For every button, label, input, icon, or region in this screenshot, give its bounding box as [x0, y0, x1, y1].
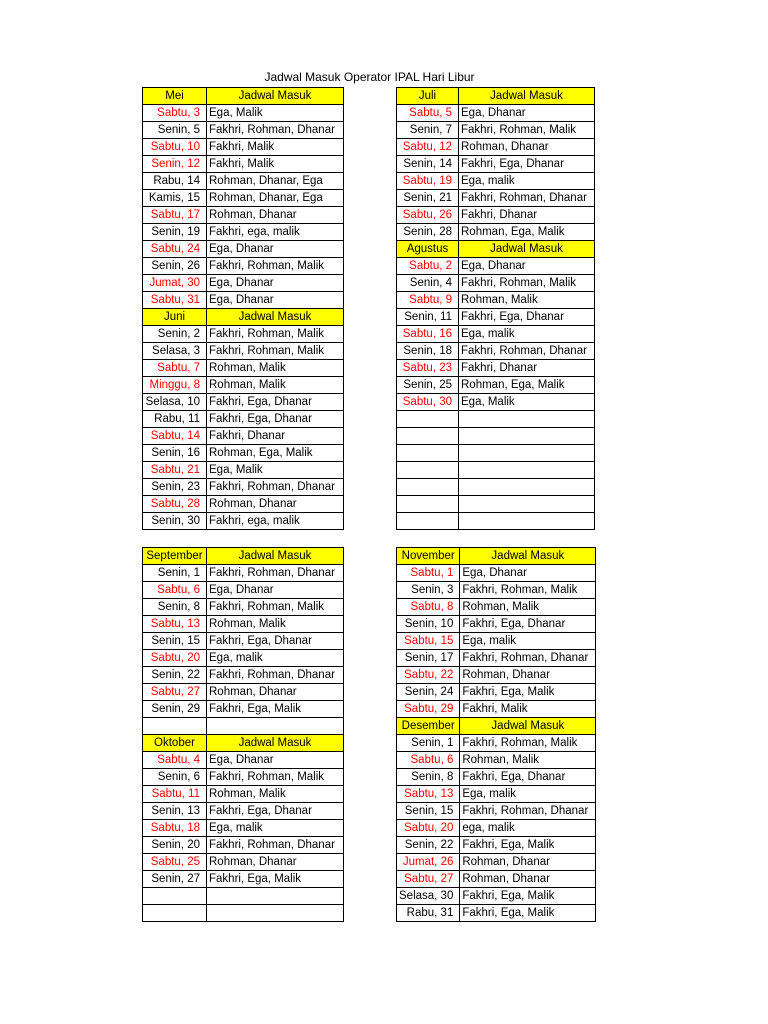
operators-cell [459, 479, 595, 496]
schedule-table-november-desember [396, 547, 596, 922]
table-row [143, 905, 344, 922]
operators-cell [207, 888, 344, 905]
operators-cell: Fakhri, Rohman, Malik [207, 343, 344, 360]
date-cell: Sabtu, 18 [143, 820, 207, 837]
operators-cell: Fakhri, Ega, Dhanar [460, 616, 596, 633]
table-row [143, 837, 344, 854]
table-row [143, 445, 344, 462]
date-cell: Sabtu, 25 [143, 854, 207, 871]
operators-cell: Ega, malik [207, 820, 344, 837]
operators-cell: Ega, malik [459, 326, 595, 343]
table-row [397, 599, 596, 616]
month-label: Oktober [143, 735, 207, 752]
table-row [397, 156, 595, 173]
operators-cell: Rohman, Dhanar, Ega [207, 173, 344, 190]
date-cell [397, 496, 459, 513]
operators-cell: Fakhri, Ega, Malik [460, 905, 596, 922]
table-row [397, 752, 596, 769]
table-row [143, 428, 344, 445]
date-cell: Senin, 3 [397, 582, 460, 599]
operators-cell: Ega, Dhanar [207, 292, 344, 309]
table-row [143, 616, 344, 633]
date-cell: Senin, 14 [397, 156, 459, 173]
table-row [397, 139, 595, 156]
date-cell: Sabtu, 28 [143, 496, 207, 513]
date-cell: Senin, 24 [397, 684, 460, 701]
operators-cell: Fakhri, Rohman, Malik [207, 599, 344, 616]
operators-cell: Fakhri, Rohman, Malik [207, 258, 344, 275]
date-cell: Senin, 26 [143, 258, 207, 275]
table-row [397, 394, 595, 411]
operators-cell: Rohman, Dhanar [460, 854, 596, 871]
table-row [397, 428, 595, 445]
date-cell: Senin, 10 [397, 616, 460, 633]
table-row [143, 207, 344, 224]
operators-cell: Fakhri, Rohman, Dhanar [207, 565, 344, 582]
date-cell: Senin, 11 [397, 309, 459, 326]
table-row [397, 650, 596, 667]
date-cell: Sabtu, 19 [397, 173, 459, 190]
table-row [143, 633, 344, 650]
operators-cell: Rohman, Ega, Malik [459, 224, 595, 241]
operators-cell: Ega, Dhanar [207, 582, 344, 599]
column-header-jadwal: Jadwal Masuk [207, 735, 344, 752]
column-header-jadwal: Jadwal Masuk [207, 309, 344, 326]
table-row [397, 582, 596, 599]
table-row [397, 616, 596, 633]
operators-cell: Rohman, Dhanar [207, 496, 344, 513]
date-cell: Sabtu, 26 [397, 207, 459, 224]
table-row [143, 377, 344, 394]
date-cell: Minggu, 8 [143, 377, 207, 394]
table-row [143, 718, 344, 735]
table-row [397, 684, 596, 701]
table-row [143, 292, 344, 309]
operators-cell: Ega, Dhanar [207, 241, 344, 258]
table-row [397, 854, 596, 871]
date-cell: Sabtu, 27 [397, 871, 460, 888]
table-row [143, 701, 344, 718]
operators-cell: Fakhri, ega, malik [207, 224, 344, 241]
table-row [143, 173, 344, 190]
table-row [397, 479, 595, 496]
operators-cell: Rohman, Dhanar [207, 684, 344, 701]
table-row [397, 905, 596, 922]
table-row [397, 411, 595, 428]
table-row [397, 633, 596, 650]
operators-cell: Ega, malik [459, 173, 595, 190]
table-row [397, 888, 596, 905]
table-row [143, 139, 344, 156]
date-cell: Jumat, 26 [397, 854, 460, 871]
operators-cell: Rohman, Malik [460, 752, 596, 769]
date-cell [397, 428, 459, 445]
table-row [143, 513, 344, 530]
operators-cell: Fakhri, Ega, Dhanar [459, 156, 595, 173]
date-cell: Senin, 2 [143, 326, 207, 343]
month-header-row [143, 88, 344, 105]
month-label: September [143, 548, 207, 565]
operators-cell [459, 496, 595, 513]
table-row [143, 343, 344, 360]
table-row [143, 769, 344, 786]
table-row [397, 326, 595, 343]
operators-cell: Fakhri, Rohman, Dhanar [460, 650, 596, 667]
operators-cell: Fakhri, Rohman, Malik [460, 735, 596, 752]
operators-cell [207, 905, 344, 922]
operators-cell: Fakhri, Malik [207, 139, 344, 156]
column-header-jadwal: Jadwal Masuk [460, 548, 596, 565]
operators-cell: Rohman, Malik [207, 360, 344, 377]
table-row [397, 820, 596, 837]
date-cell: Sabtu, 6 [397, 752, 460, 769]
operators-cell: Rohman, Malik [460, 599, 596, 616]
table-row [143, 326, 344, 343]
operators-cell: Fakhri, Ega, Malik [460, 837, 596, 854]
date-cell: Sabtu, 29 [397, 701, 460, 718]
date-cell [143, 888, 207, 905]
date-cell: Sabtu, 3 [143, 105, 207, 122]
date-cell: Sabtu, 5 [397, 105, 459, 122]
table-row [397, 173, 595, 190]
date-cell: Selasa, 10 [143, 394, 207, 411]
date-cell: Senin, 25 [397, 377, 459, 394]
column-header-jadwal: Jadwal Masuk [459, 241, 595, 258]
date-cell [397, 513, 459, 530]
operators-cell: Fakhri, Ega, Dhanar [459, 309, 595, 326]
operators-cell [459, 513, 595, 530]
table-row [397, 496, 595, 513]
table-row [397, 701, 596, 718]
date-cell: Sabtu, 11 [143, 786, 207, 803]
operators-cell: Fakhri, Rohman, Malik [459, 275, 595, 292]
date-cell: Sabtu, 2 [397, 258, 459, 275]
operators-cell: Rohman, Dhanar [460, 871, 596, 888]
date-cell: Sabtu, 10 [143, 139, 207, 156]
operators-cell: Fakhri, Rohman, Dhanar [207, 479, 344, 496]
date-cell: Senin, 20 [143, 837, 207, 854]
date-cell: Sabtu, 21 [143, 462, 207, 479]
date-cell: Senin, 7 [397, 122, 459, 139]
date-cell: Sabtu, 20 [397, 820, 460, 837]
operators-cell [459, 445, 595, 462]
date-cell: Senin, 27 [143, 871, 207, 888]
table-row [397, 360, 595, 377]
month-label: November [397, 548, 460, 565]
operators-cell: Fakhri, Dhanar [459, 360, 595, 377]
table-row [143, 462, 344, 479]
table-row [397, 565, 596, 582]
date-cell: Sabtu, 8 [397, 599, 460, 616]
table-row [397, 871, 596, 888]
schedule-table-juli-agustus [396, 87, 595, 530]
table-row [143, 888, 344, 905]
operators-cell: Rohman, Dhanar, Ega [207, 190, 344, 207]
schedule-table-september-oktober [142, 547, 344, 922]
date-cell: Sabtu, 13 [397, 786, 460, 803]
date-cell [397, 445, 459, 462]
operators-cell: Fakhri, Rohman, Malik [207, 326, 344, 343]
date-cell: Senin, 16 [143, 445, 207, 462]
date-cell: Senin, 1 [143, 565, 207, 582]
operators-cell: Fakhri, Ega, Dhanar [207, 394, 344, 411]
table-row [397, 377, 595, 394]
date-cell: Rabu, 31 [397, 905, 460, 922]
table-row [143, 496, 344, 513]
operators-cell: Fakhri, Rohman, Dhanar [207, 837, 344, 854]
operators-cell: ega, malik [460, 820, 596, 837]
operators-cell: Rohman, Ega, Malik [459, 377, 595, 394]
operators-cell: Rohman, Malik [207, 616, 344, 633]
column-header-jadwal: Jadwal Masuk [460, 718, 596, 735]
table-row [143, 190, 344, 207]
operators-cell: Fakhri, Ega, Dhanar [460, 769, 596, 786]
operators-cell: Fakhri, Rohman, Dhanar [459, 343, 595, 360]
operators-cell: Fakhri, Rohman, Dhanar [207, 122, 344, 139]
month-label: Desember [397, 718, 460, 735]
date-cell: Senin, 22 [143, 667, 207, 684]
date-cell: Sabtu, 22 [397, 667, 460, 684]
table-row [143, 854, 344, 871]
table-row [143, 224, 344, 241]
date-cell: Sabtu, 20 [143, 650, 207, 667]
date-cell: Sabtu, 23 [397, 360, 459, 377]
date-cell: Senin, 12 [143, 156, 207, 173]
table-row [143, 871, 344, 888]
date-cell: Sabtu, 17 [143, 207, 207, 224]
month-label: Mei [143, 88, 207, 105]
table-row [143, 105, 344, 122]
table-row [143, 650, 344, 667]
date-cell: Sabtu, 16 [397, 326, 459, 343]
operators-cell: Fakhri, Ega, Malik [460, 888, 596, 905]
table-row [397, 513, 595, 530]
date-cell: Senin, 19 [143, 224, 207, 241]
operators-cell: Rohman, Dhanar [460, 667, 596, 684]
date-cell: Sabtu, 30 [397, 394, 459, 411]
table-row [143, 394, 344, 411]
operators-cell: Fakhri, Rohman, Dhanar [207, 667, 344, 684]
operators-cell: Fakhri, ega, malik [207, 513, 344, 530]
date-cell [397, 411, 459, 428]
table-row [143, 786, 344, 803]
table-row [397, 190, 595, 207]
operators-cell: Fakhri, Malik [460, 701, 596, 718]
table-row [397, 207, 595, 224]
operators-cell: Ega, Dhanar [460, 565, 596, 582]
operators-cell [207, 718, 344, 735]
column-header-jadwal: Jadwal Masuk [459, 88, 595, 105]
table-row [397, 309, 595, 326]
operators-cell: Fakhri, Malik [207, 156, 344, 173]
date-cell: Sabtu, 6 [143, 582, 207, 599]
table-row [143, 258, 344, 275]
table-row [397, 292, 595, 309]
column-header-jadwal: Jadwal Masuk [207, 88, 344, 105]
table-row [397, 735, 596, 752]
month-label: Agustus [397, 241, 459, 258]
date-cell: Jumat, 30 [143, 275, 207, 292]
operators-cell [459, 428, 595, 445]
date-cell [397, 479, 459, 496]
table-row [143, 411, 344, 428]
operators-cell: Rohman, Malik [459, 292, 595, 309]
month-label: Juni [143, 309, 207, 326]
table-row [143, 599, 344, 616]
date-cell: Senin, 8 [143, 599, 207, 616]
table-row [143, 565, 344, 582]
operators-cell: Ega, malik [460, 786, 596, 803]
table-row [143, 275, 344, 292]
month-header-row [397, 88, 595, 105]
date-cell [143, 718, 207, 735]
operators-cell [459, 411, 595, 428]
table-row [397, 803, 596, 820]
operators-cell: Fakhri, Ega, Dhanar [207, 803, 344, 820]
date-cell: Selasa, 3 [143, 343, 207, 360]
table-row [143, 582, 344, 599]
month-header-row [397, 548, 596, 565]
date-cell: Senin, 8 [397, 769, 460, 786]
operators-cell: Fakhri, Ega, Malik [207, 701, 344, 718]
date-cell: Senin, 22 [397, 837, 460, 854]
date-cell: Rabu, 14 [143, 173, 207, 190]
table-row [143, 122, 344, 139]
table-row [143, 360, 344, 377]
table-row [397, 837, 596, 854]
operators-cell: Ega, malik [207, 650, 344, 667]
operators-cell: Fakhri, Dhanar [459, 207, 595, 224]
table-row [143, 684, 344, 701]
operators-cell: Fakhri, Rohman, Malik [207, 769, 344, 786]
table-row [397, 343, 595, 360]
operators-cell: Ega, Malik [459, 394, 595, 411]
operators-cell: Rohman, Malik [207, 377, 344, 394]
date-cell: Senin, 29 [143, 701, 207, 718]
page-title: Jadwal Masuk Operator IPAL Hari Libur [264, 70, 475, 84]
operators-cell: Ega, Malik [207, 105, 344, 122]
date-cell: Senin, 30 [143, 513, 207, 530]
operators-cell: Rohman, Dhanar [207, 207, 344, 224]
month-header-row [143, 735, 344, 752]
date-cell: Senin, 23 [143, 479, 207, 496]
date-cell: Senin, 21 [397, 190, 459, 207]
date-cell: Sabtu, 27 [143, 684, 207, 701]
table-row [143, 156, 344, 173]
operators-cell: Ega, Dhanar [207, 752, 344, 769]
operators-cell: Rohman, Malik [207, 786, 344, 803]
date-cell: Sabtu, 9 [397, 292, 459, 309]
date-cell: Sabtu, 12 [397, 139, 459, 156]
date-cell: Senin, 4 [397, 275, 459, 292]
operators-cell: Ega, Dhanar [207, 275, 344, 292]
operators-cell: Fakhri, Rohman, Dhanar [459, 190, 595, 207]
table-row [143, 241, 344, 258]
table-row [397, 445, 595, 462]
table-row [143, 479, 344, 496]
month-header-row [397, 718, 596, 735]
table-row [397, 224, 595, 241]
table-row [143, 752, 344, 769]
table-row [397, 769, 596, 786]
date-cell: Senin, 18 [397, 343, 459, 360]
date-cell: Senin, 28 [397, 224, 459, 241]
date-cell: Senin, 1 [397, 735, 460, 752]
column-header-jadwal: Jadwal Masuk [207, 548, 344, 565]
operators-cell: Ega, Dhanar [459, 105, 595, 122]
date-cell: Sabtu, 24 [143, 241, 207, 258]
date-cell: Kamis, 15 [143, 190, 207, 207]
month-label: Juli [397, 88, 459, 105]
date-cell: Sabtu, 13 [143, 616, 207, 633]
date-cell: Rabu, 11 [143, 411, 207, 428]
date-cell: Senin, 17 [397, 650, 460, 667]
operators-cell: Rohman, Dhanar [459, 139, 595, 156]
month-header-row [397, 241, 595, 258]
operators-cell: Fakhri, Rohman, Dhanar [460, 803, 596, 820]
operators-cell: Fakhri, Dhanar [207, 428, 344, 445]
operators-cell: Rohman, Ega, Malik [207, 445, 344, 462]
operators-cell [459, 462, 595, 479]
date-cell: Senin, 5 [143, 122, 207, 139]
operators-cell: Ega, malik [460, 633, 596, 650]
date-cell: Senin, 13 [143, 803, 207, 820]
operators-cell: Ega, Dhanar [459, 258, 595, 275]
table-row [397, 122, 595, 139]
table-row [397, 462, 595, 479]
operators-cell: Fakhri, Rohman, Malik [459, 122, 595, 139]
date-cell: Sabtu, 4 [143, 752, 207, 769]
operators-cell: Fakhri, Rohman, Malik [460, 582, 596, 599]
date-cell: Sabtu, 15 [397, 633, 460, 650]
month-header-row [143, 548, 344, 565]
table-row [397, 275, 595, 292]
table-row [143, 820, 344, 837]
operators-cell: Fakhri, Ega, Malik [207, 871, 344, 888]
date-cell [397, 462, 459, 479]
table-row [397, 105, 595, 122]
date-cell: Senin, 6 [143, 769, 207, 786]
table-row [397, 667, 596, 684]
month-header-row [143, 309, 344, 326]
table-row [397, 258, 595, 275]
table-row [397, 786, 596, 803]
operators-cell: Rohman, Dhanar [207, 854, 344, 871]
date-cell: Sabtu, 7 [143, 360, 207, 377]
operators-cell: Ega, Malik [207, 462, 344, 479]
date-cell: Selasa, 30 [397, 888, 460, 905]
date-cell: Senin, 15 [143, 633, 207, 650]
date-cell: Sabtu, 31 [143, 292, 207, 309]
date-cell: Senin, 15 [397, 803, 460, 820]
date-cell: Sabtu, 14 [143, 428, 207, 445]
operators-cell: Fakhri, Ega, Malik [460, 684, 596, 701]
schedule-table-mei-juni [142, 87, 344, 530]
date-cell: Sabtu, 1 [397, 565, 460, 582]
table-row [143, 667, 344, 684]
date-cell [143, 905, 207, 922]
operators-cell: Fakhri, Ega, Dhanar [207, 633, 344, 650]
operators-cell: Fakhri, Ega, Dhanar [207, 411, 344, 428]
table-row [143, 803, 344, 820]
